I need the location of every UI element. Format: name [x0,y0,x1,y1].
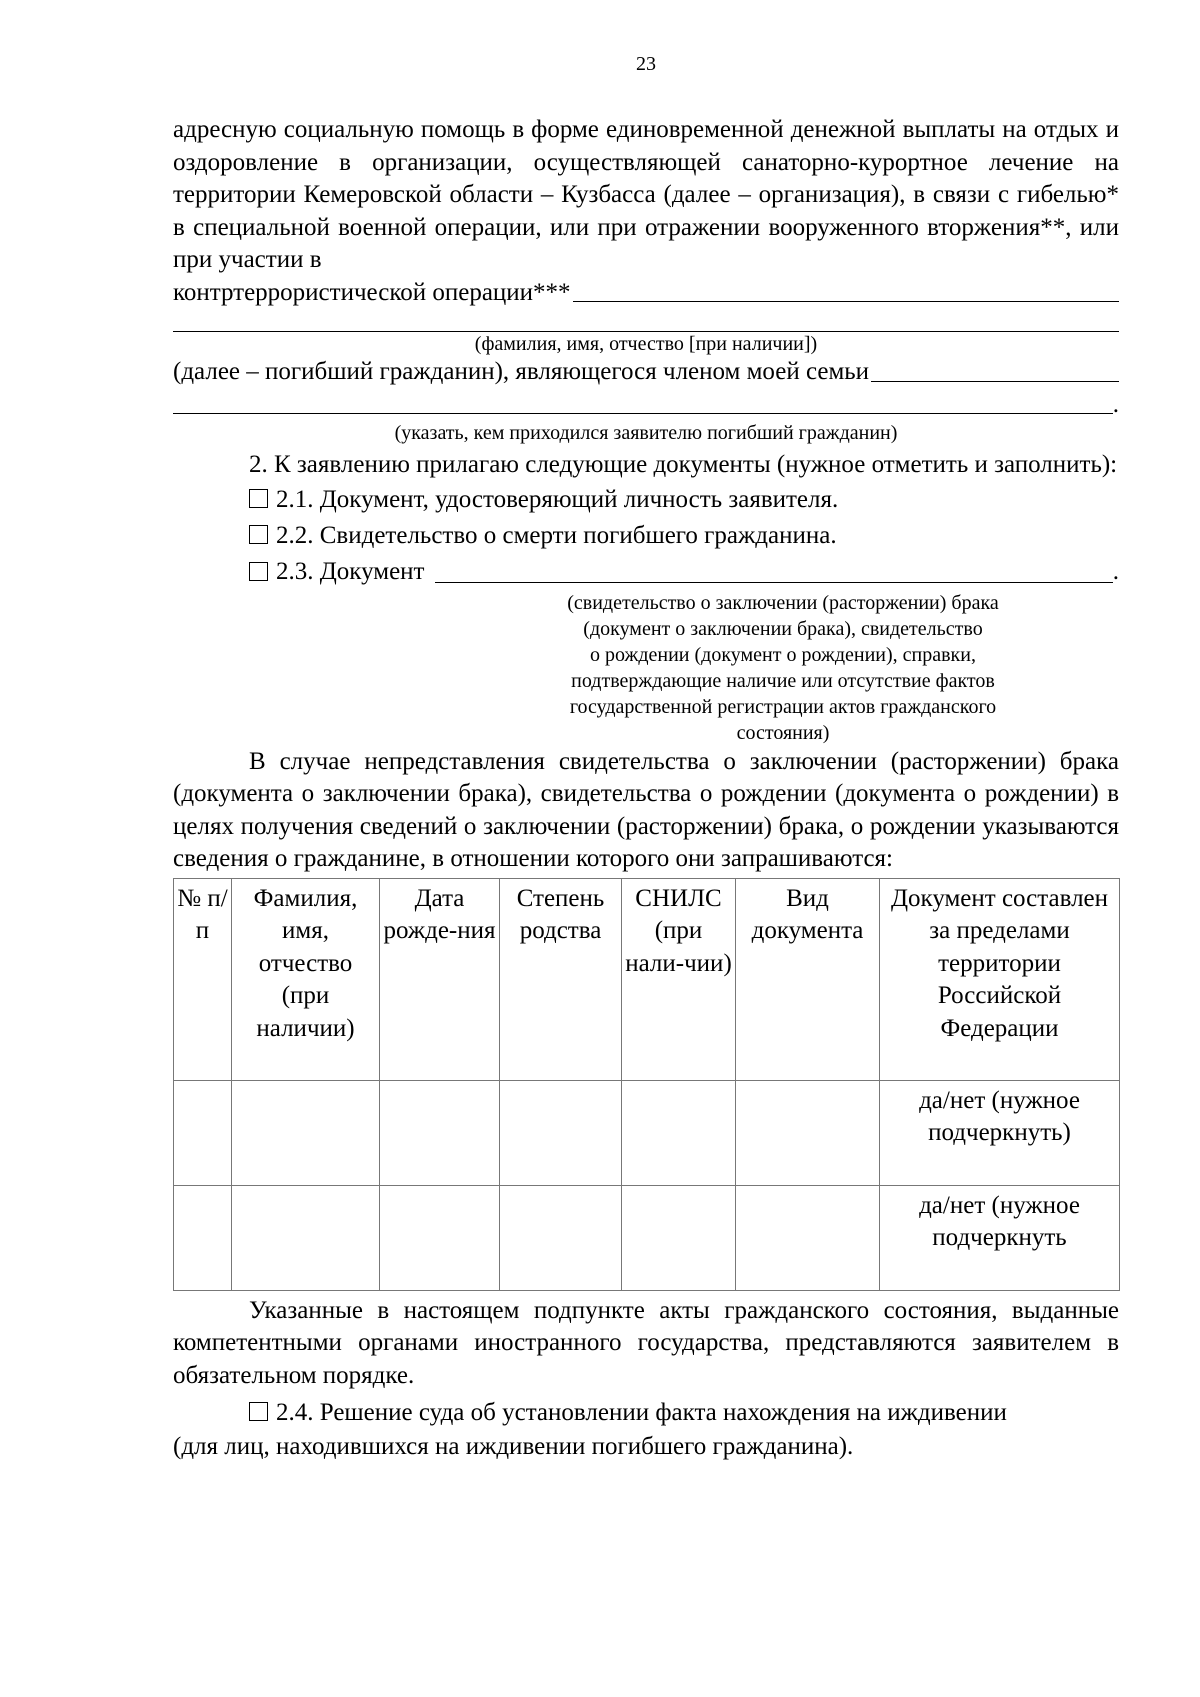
doc-caption-line: о рождении (документ о рождении), справки, [590,643,976,666]
table-cell[interactable] [232,1080,380,1185]
checkbox-icon[interactable] [249,1402,268,1421]
table-cell[interactable] [174,1185,232,1290]
header-snils: СНИЛС (при нали-чии) [622,878,736,1080]
document-caption [513,590,1053,746]
intro-fill-line [173,277,1119,310]
doc-caption-line: государственной регистрации актов гражданского [569,695,997,718]
table-cell[interactable] [380,1185,500,1290]
header-fio: Фамилия, имя, отчество (при наличии) [232,878,380,1080]
checkbox-icon[interactable] [249,525,268,544]
header-birth-date: Дата рожде-ния [380,878,500,1080]
relation-line [173,389,1119,422]
table-cell[interactable] [380,1080,500,1185]
table-row [174,1080,1120,1185]
checkbox-item-2-4[interactable] [173,1396,1119,1430]
checkbox-icon[interactable] [249,562,268,581]
table-cell[interactable] [232,1185,380,1290]
table-cell[interactable] [622,1185,736,1290]
note-paragraph: В случае непредставления свидетельства о заключении (расторжении) брака (документа о заключении брака), свидетельства о рождении (документа о рождении) в целях получения сведений о заключении (расторжении) брака, о рождении указываются сведения о гражданине, в отношении которого они запрашиваются: [173,747,1119,872]
member-line [173,356,1119,389]
fio-blank-1[interactable] [573,300,1119,302]
checkbox-item-2-1[interactable] [173,482,1119,518]
table-cell-abroad[interactable]: да/нет (нужное подчеркнуть) [880,1080,1120,1185]
item-2-3-label: 2.3. Документ [276,557,425,585]
checkbox-item-2-3[interactable] [173,554,1119,590]
item-2-3-period: . [1112,557,1119,585]
doc-caption-line: состояния) [736,721,830,744]
item-2-4-label: 2.4. Решение суда об установлении факта нахождения на иждивении [276,1399,1007,1426]
table-cell[interactable] [622,1080,736,1185]
document-content [173,52,1119,1464]
relation-blank-2[interactable] [173,412,1113,414]
fio-blank-2[interactable] [173,309,1119,332]
header-relation: Степень родства [500,878,622,1080]
member-line-text: (далее – погибший гражданин), являющегося членом моей семьи [173,358,870,385]
item-2-4-continuation: (для лиц, находившихся на иждивении погибшего гражданина). [173,1433,854,1460]
table-cell-abroad[interactable]: да/нет (нужное подчеркнуть [880,1185,1120,1290]
caption-fio: (фамилия, имя, отчество [при наличии]) [474,333,818,355]
caption-relation: (указать, кем приходился заявителю погибший гражданин) [394,422,898,444]
table-cell[interactable] [736,1185,880,1290]
table-cell[interactable] [174,1080,232,1185]
table-cell[interactable] [500,1185,622,1290]
section2-heading: 2. К заявлению прилагаю следующие документы (нужное отметить и заполнить): [249,451,1118,478]
document-blank[interactable] [435,581,1113,583]
relation-blank-1[interactable] [871,380,1119,382]
after-table-paragraph: Указанные в настоящем подпункте акты гражданского состояния, выданные компетентными органами иностранного государства, представляются заявителем в обязательном порядке. [173,1296,1119,1389]
header-abroad: Документ составлен за пределами территории Российской Федерации [880,878,1120,1080]
doc-caption-line: (свидетельство о заключении (расторжении) брака [567,591,999,614]
header-number: № п/п [174,878,232,1080]
checkbox-icon[interactable] [249,489,268,508]
table-header-row [174,878,1120,1080]
doc-caption-line: подтверждающие наличие или отсутствие фактов [571,669,995,692]
relation-period: . [1112,390,1119,418]
citizen-info-table [173,878,1120,1291]
table-cell[interactable] [500,1080,622,1185]
table-row [174,1185,1120,1290]
intro-line-start: контртеррористической операции*** [173,278,571,306]
table-cell[interactable] [736,1080,880,1185]
doc-caption-line: (документ о заключении брака), свидетельство [583,617,983,640]
header-doc-type: Вид документа [736,878,880,1080]
checkbox-item-2-2[interactable] [173,518,1119,554]
item-2-1-label: 2.1. Документ, удостоверяющий личность заявителя. [276,485,839,513]
page-number: 23 [636,53,656,75]
intro-paragraph: адресную социальную помощь в форме единовременной денежной выплаты на отдых и оздоровление в организации, осуществляющей санаторно-курортное лечение на территории Кемеровской области – Кузбасса (далее – организация), в связи с гибелью* в специальной военной операции, или при отражении вооруженного вторжения**, или при участии в [173,116,1119,273]
item-2-2-label: 2.2. Свидетельство о смерти погибшего гражданина. [276,521,837,549]
